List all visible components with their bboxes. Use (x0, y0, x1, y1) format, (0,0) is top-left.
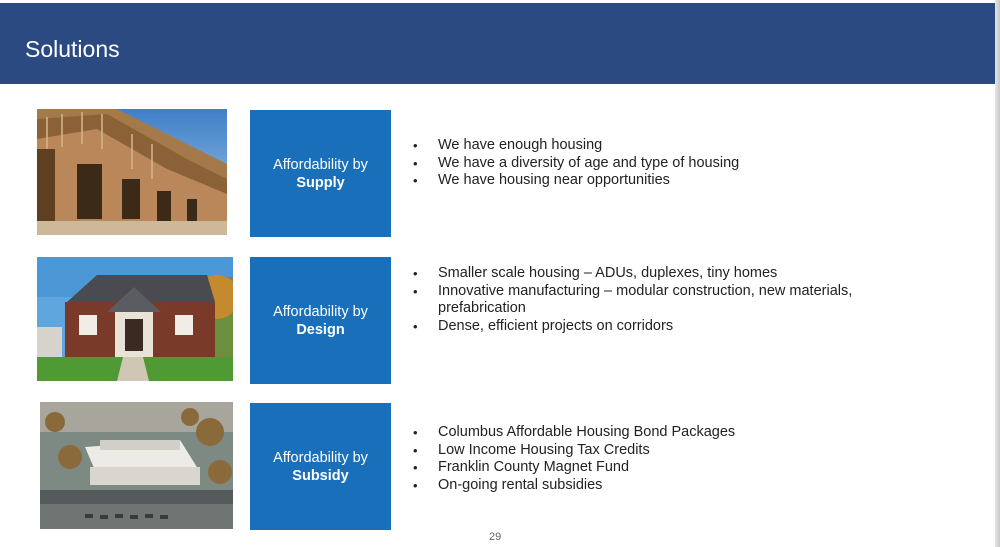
subsidy-bullet-list (411, 424, 735, 494)
list-item: • On-going rental subsidies (411, 477, 735, 495)
list-item: • We have a diversity of age and type of housing (411, 155, 739, 173)
page-number: 29 (489, 531, 502, 543)
slide-edge (995, 0, 1000, 547)
box-supply-line2: Supply (296, 174, 345, 191)
list-item: • Dense, efficient projects on corridors (411, 318, 852, 336)
aerial-apartment-photo (40, 402, 233, 529)
list-item: • Innovative manufacturing – modular construction, new materials, (411, 283, 852, 301)
list-item: • Columbus Affordable Housing Bond Packages (411, 424, 735, 442)
list-item: • We have enough housing (411, 137, 739, 155)
list-item-continuation: prefabrication (438, 300, 526, 316)
box-design-line1: Affordability by (273, 303, 368, 320)
brick-house-photo (37, 257, 233, 381)
list-item: • Franklin County Magnet Fund (411, 459, 735, 477)
box-design-line2: Design (296, 321, 345, 338)
box-subsidy-line2: Subsidy (292, 467, 349, 484)
box-design (250, 257, 391, 384)
list-item: • Low Income Housing Tax Credits (411, 442, 735, 460)
box-supply-line1: Affordability by (273, 156, 368, 173)
page-title: Solutions (25, 36, 120, 62)
supply-bullet-list (411, 137, 739, 190)
list-item: • We have housing near opportunities (411, 172, 739, 190)
box-subsidy-line1: Affordability by (273, 449, 368, 466)
list-item: • Smaller scale housing – ADUs, duplexes, tiny homes (411, 265, 852, 283)
design-bullet-list (411, 265, 852, 335)
box-supply (250, 110, 391, 237)
header-bar (0, 3, 995, 84)
box-subsidy (250, 403, 391, 530)
construction-houses-photo (37, 109, 227, 235)
